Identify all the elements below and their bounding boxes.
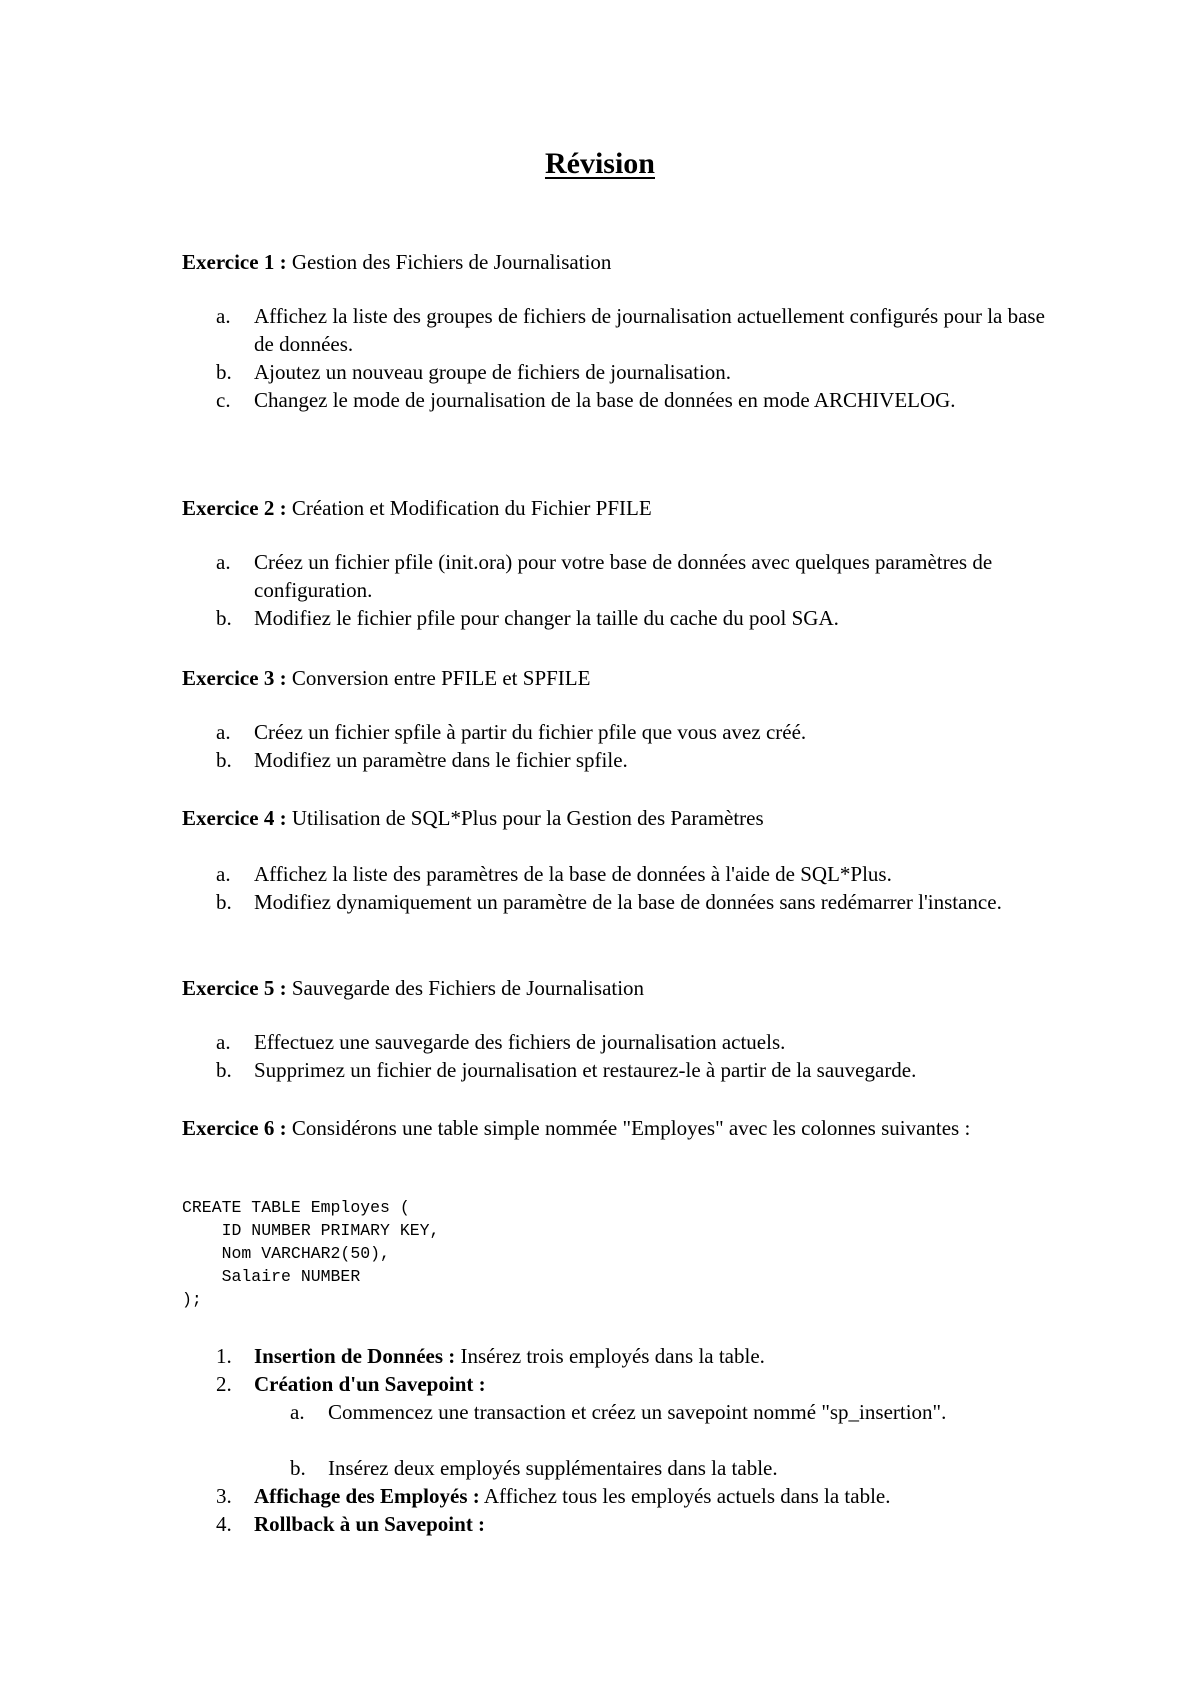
item-marker: b.	[216, 606, 232, 630]
task-2-subitem-b	[290, 1454, 1050, 1482]
exercise-4-item-a	[216, 860, 1046, 888]
exercise-2-subject: Création et Modification du Fichier PFILE	[291, 496, 652, 520]
exercise-3-heading	[182, 664, 590, 692]
exercise-2-label: Exercice 2 :	[182, 496, 287, 520]
task-1	[216, 1342, 1096, 1370]
item-text: Affichez la liste des groupes de fichiers de journalisation actuellement configurés pour la base de données.	[254, 304, 1045, 356]
exercise-3-label: Exercice 3 :	[182, 666, 287, 690]
item-text: Créez un fichier pfile (init.ora) pour votre base de données avec quelques paramètres de configuration.	[254, 550, 993, 602]
exercise-2-heading	[182, 494, 652, 522]
item-text: Effectuez une sauvegarde des fichiers de journalisation actuels.	[254, 1030, 786, 1054]
exercise-1-subject: Gestion des Fichiers de Journalisation	[291, 250, 612, 274]
exercise-6-heading	[182, 1114, 1042, 1142]
exercise-2-item-b	[216, 604, 1046, 632]
exercise-5-item-b	[216, 1056, 1046, 1084]
subtask-marker: a.	[290, 1400, 305, 1424]
exercise-4-subject: Utilisation de SQL*Plus pour la Gestion des Paramètres	[291, 806, 764, 830]
exercise-5-label: Exercice 5 :	[182, 976, 287, 1000]
subtask-text: Commencez une transaction et créez un savepoint nommé "sp_insertion".	[328, 1400, 947, 1424]
exercise-1-heading	[182, 248, 611, 276]
exercise-1-label: Exercice 1 :	[182, 250, 287, 274]
exercise-1-item-c	[216, 386, 1046, 414]
item-text: Affichez la liste des paramètres de la base de données à l'aide de SQL*Plus.	[254, 862, 892, 886]
subtask-marker: b.	[290, 1456, 306, 1480]
task-2	[216, 1370, 1096, 1398]
task-title: Création d'un Savepoint :	[254, 1372, 486, 1396]
item-marker: a.	[216, 720, 231, 744]
item-marker: a.	[216, 862, 231, 886]
item-text: Ajoutez un nouveau groupe de fichiers de journalisation.	[254, 360, 732, 384]
task-marker: 4.	[216, 1512, 232, 1536]
item-text: Modifiez dynamiquement un paramètre de la base de données sans redémarrer l'instance.	[254, 890, 1002, 914]
item-marker: a.	[216, 304, 231, 328]
item-text: Supprimez un fichier de journalisation et restaurez-le à partir de la sauvegarde.	[254, 1058, 917, 1082]
exercise-4-label: Exercice 4 :	[182, 806, 287, 830]
exercise-4-item-b	[216, 888, 1046, 916]
exercise-6-label: Exercice 6 :	[182, 1116, 287, 1140]
item-marker: a.	[216, 1030, 231, 1054]
item-marker: b.	[216, 890, 232, 914]
exercise-5-subject: Sauvegarde des Fichiers de Journalisation	[291, 976, 645, 1000]
item-marker: b.	[216, 360, 232, 384]
task-title: Rollback à un Savepoint :	[254, 1512, 486, 1536]
item-marker: c.	[216, 388, 231, 412]
subtask-text: Insérez deux employés supplémentaires dans la table.	[328, 1456, 778, 1480]
item-text: Modifiez le fichier pfile pour changer la taille du cache du pool SGA.	[254, 606, 839, 630]
item-text: Créez un fichier spfile à partir du fichier pfile que vous avez créé.	[254, 720, 807, 744]
exercise-3-subject: Conversion entre PFILE et SPFILE	[291, 666, 591, 690]
exercise-6-subject: Considérons une table simple nommée "Employes" avec les colonnes suivantes :	[291, 1116, 971, 1140]
task-text: Affichez tous les employés actuels dans la table.	[479, 1484, 891, 1508]
exercise-2-item-a	[216, 548, 1046, 604]
task-marker: 1.	[216, 1344, 232, 1368]
item-marker: b.	[216, 1058, 232, 1082]
task-4	[216, 1510, 1096, 1538]
task-2-subitem-a	[290, 1398, 1050, 1426]
task-title: Affichage des Employés :	[254, 1484, 480, 1508]
exercise-5-heading	[182, 974, 644, 1002]
exercise-3-item-a	[216, 718, 1046, 746]
exercise-3-item-b	[216, 746, 1046, 774]
exercise-5-item-a	[216, 1028, 1046, 1056]
item-text: Modifiez un paramètre dans le fichier spfile.	[254, 748, 628, 772]
exercise-4-heading	[182, 804, 764, 832]
item-text: Changez le mode de journalisation de la base de données en mode ARCHIVELOG.	[254, 388, 956, 412]
task-3	[216, 1482, 1096, 1510]
task-text: Insérez trois employés dans la table.	[455, 1344, 765, 1368]
item-marker: a.	[216, 550, 231, 574]
sql-code-block: CREATE TABLE Employes ( ID NUMBER PRIMARY KEY, Nom VARCHAR2(50), Salaire NUMBER );	[182, 1198, 440, 1309]
task-marker: 2.	[216, 1372, 232, 1396]
item-marker: b.	[216, 748, 232, 772]
task-title: Insertion de Données :	[254, 1344, 456, 1368]
task-marker: 3.	[216, 1484, 232, 1508]
exercise-1-item-b	[216, 358, 1046, 386]
page-title: Révision	[544, 147, 655, 180]
exercise-1-item-a	[216, 302, 1046, 358]
